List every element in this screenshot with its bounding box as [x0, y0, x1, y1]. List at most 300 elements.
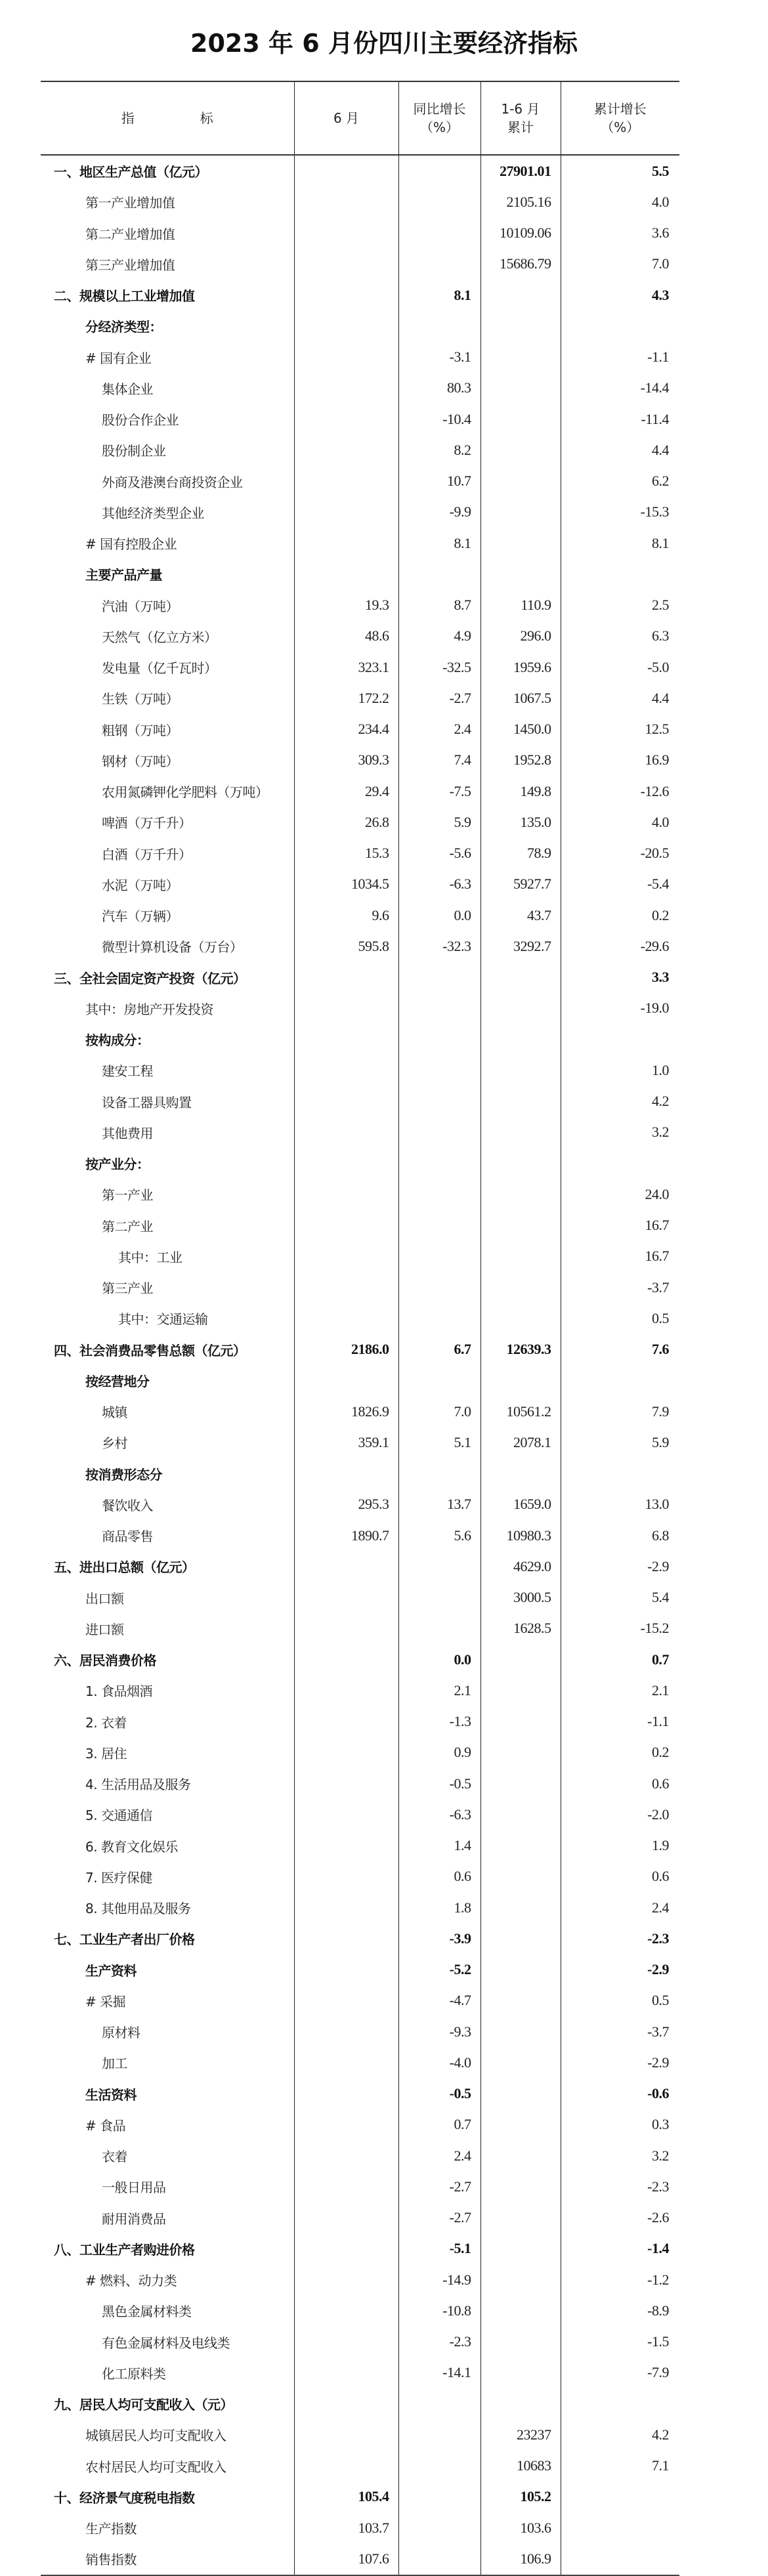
table-row: [41, 2388, 679, 2419]
indicator-label: 建安工程: [102, 1063, 153, 1080]
june-value: 19.3: [294, 590, 398, 621]
cumulative-growth-value: [561, 1148, 679, 1179]
indicator-label: 按经营地分: [85, 1373, 150, 1389]
table-row: [41, 497, 679, 528]
cumulative-value: [480, 2388, 561, 2419]
cumulative-growth-value: -15.3: [561, 497, 679, 528]
yoy-growth-value: -3.1: [398, 342, 480, 373]
yoy-growth-value: 5.6: [398, 1520, 480, 1551]
june-value: [294, 2171, 398, 2202]
yoy-growth-value: [398, 1551, 480, 1582]
june-value: [294, 1148, 398, 1179]
table-row: [41, 2047, 679, 2078]
yoy-growth-value: 8.7: [398, 590, 480, 621]
indicator-label: # 燃料、动力类: [85, 2273, 177, 2289]
indicator-label: 五、进出口总额（亿元）: [54, 1559, 195, 1576]
cumulative-value: [480, 2140, 561, 2171]
june-value: [294, 373, 398, 404]
yoy-growth-value: -2.3: [398, 2327, 480, 2357]
yoy-growth-value: 2.4: [398, 2140, 480, 2171]
cumulative-growth-value: -15.2: [561, 1613, 679, 1644]
yoy-growth-value: -6.3: [398, 869, 480, 900]
yoy-growth-value: 2.4: [398, 714, 480, 745]
june-value: [294, 2264, 398, 2295]
yoy-growth-value: -2.7: [398, 683, 480, 713]
cumulative-growth-value: -2.0: [561, 1799, 679, 1830]
cumulative-growth-value: -3.7: [561, 1272, 679, 1303]
cumulative-growth-value: [561, 2388, 679, 2419]
cumulative-growth-value: -3.7: [561, 2016, 679, 2047]
june-value: 1826.9: [294, 1396, 398, 1427]
economic-indicators-table: [41, 81, 679, 2576]
indicator-label: 其他经济类型企业: [102, 505, 204, 521]
table-row: [41, 434, 679, 465]
table-row: [41, 218, 679, 249]
indicator-label: 第一产业: [102, 1187, 153, 1204]
yoy-growth-value: 6.7: [398, 1334, 480, 1365]
cumulative-value: [480, 1365, 561, 1396]
cumulative-value: [480, 1706, 561, 1737]
cumulative-value: [480, 1892, 561, 1923]
table-row: [41, 1799, 679, 1830]
indicator-label: 一、地区生产总值（亿元）: [54, 164, 207, 180]
table-row: [41, 2171, 679, 2202]
cumulative-value: [480, 2327, 561, 2357]
june-value: [294, 993, 398, 1024]
yoy-growth-value: [398, 2543, 480, 2575]
table-row: [41, 528, 679, 559]
june-value: [294, 1582, 398, 1613]
cumulative-growth-value: -1.4: [561, 2233, 679, 2264]
yoy-growth-value: -10.8: [398, 2295, 480, 2326]
cumulative-growth-value: 2.1: [561, 1675, 679, 1706]
header-cum-line1: 1-6 月: [501, 101, 540, 117]
june-value: [294, 1303, 398, 1334]
yoy-growth-value: [398, 1365, 480, 1396]
yoy-growth-value: -0.5: [398, 1768, 480, 1799]
yoy-growth-value: [398, 1272, 480, 1303]
table-row: [41, 1644, 679, 1675]
table-row: [41, 838, 679, 869]
cumulative-value: 149.8: [480, 776, 561, 807]
yoy-growth-value: [398, 1179, 480, 1210]
cumulative-value: [480, 1799, 561, 1830]
indicator-label: 粗钢（万吨）: [102, 722, 179, 738]
cumulative-growth-value: 16.7: [561, 1241, 679, 1272]
cumulative-growth-value: 7.6: [561, 1334, 679, 1365]
cumulative-growth-value: 6.8: [561, 1520, 679, 1551]
table-row: [41, 2451, 679, 2481]
indicator-label: 销售指数: [85, 2552, 137, 2568]
cumulative-growth-value: 4.2: [561, 1086, 679, 1117]
cumulative-value: [480, 1861, 561, 1892]
yoy-growth-value: 0.9: [398, 1737, 480, 1768]
table-row: [41, 1241, 679, 1272]
header-cumulative: [480, 81, 561, 155]
yoy-growth-value: [398, 962, 480, 993]
indicator-label: 外商及港澳台商投资企业: [102, 474, 243, 490]
cumulative-value: 10109.06: [480, 218, 561, 249]
yoy-growth-value: 0.0: [398, 900, 480, 931]
cumulative-value: 1067.5: [480, 683, 561, 713]
yoy-growth-value: [398, 1055, 480, 1086]
june-value: [294, 1179, 398, 1210]
june-value: [294, 186, 398, 217]
cumulative-value: [480, 1210, 561, 1241]
cumulative-value: 78.9: [480, 838, 561, 869]
yoy-growth-value: [398, 1117, 480, 1148]
header-cumgrowth-line2: （%）: [601, 119, 640, 135]
table-row: [41, 1706, 679, 1737]
table-row: [41, 1613, 679, 1644]
june-value: [294, 218, 398, 249]
indicator-label: 其他费用: [102, 1125, 153, 1141]
header-june: 6 月: [294, 81, 398, 155]
indicator-label: 四、社会消费品零售总额（亿元）: [54, 1342, 246, 1359]
indicator-label: 城镇: [102, 1404, 127, 1421]
cumulative-value: [480, 2109, 561, 2140]
table-row: [41, 1427, 679, 1458]
page-title: 2023 年 6 月份四川主要经济指标: [190, 29, 578, 58]
cumulative-growth-value: -7.9: [561, 2357, 679, 2388]
cumulative-growth-value: 3.2: [561, 1117, 679, 1148]
june-value: [294, 404, 398, 434]
indicator-label: 天然气（亿立方米）: [102, 629, 217, 645]
yoy-growth-value: [398, 2512, 480, 2543]
yoy-growth-value: -2.7: [398, 2171, 480, 2202]
indicator-label: 六、居民消费价格: [54, 1653, 156, 1669]
cumulative-value: [480, 1241, 561, 1272]
table-row: [41, 1489, 679, 1520]
cumulative-value: [480, 1644, 561, 1675]
cumulative-growth-value: 0.6: [561, 1861, 679, 1892]
indicator-label: 一般日用品: [102, 2180, 166, 2196]
table-row: [41, 2079, 679, 2109]
june-value: [294, 528, 398, 559]
indicator-label: 生产指数: [85, 2521, 137, 2537]
cumulative-value: [480, 1272, 561, 1303]
cumulative-value: 1628.5: [480, 1613, 561, 1644]
indicator-label: 主要产品产量: [85, 567, 162, 583]
table-row: [41, 683, 679, 713]
cumulative-growth-value: 7.9: [561, 1396, 679, 1427]
table-row: [41, 2543, 679, 2575]
june-value: 48.6: [294, 621, 398, 652]
indicator-label: 十、经济景气度税电指数: [54, 2489, 195, 2506]
yoy-growth-value: -7.5: [398, 776, 480, 807]
cumulative-value: 27901.01: [480, 155, 561, 186]
table-row: [41, 1892, 679, 1923]
cumulative-value: 1959.6: [480, 652, 561, 683]
june-value: 1034.5: [294, 869, 398, 900]
indicator-label: # 国有控股企业: [85, 536, 177, 553]
cumulative-growth-value: 4.0: [561, 186, 679, 217]
cumulative-value: 1450.0: [480, 714, 561, 745]
table-row: [41, 2327, 679, 2357]
table-row: [41, 1117, 679, 1148]
table-row: [41, 1737, 679, 1768]
table-row: [41, 373, 679, 404]
header-cumgrowth-line1: 累计增长: [593, 101, 647, 117]
table-row: [41, 590, 679, 621]
june-value: 234.4: [294, 714, 398, 745]
cumulative-growth-value: 1.9: [561, 1830, 679, 1861]
cumulative-growth-value: [561, 1024, 679, 1055]
cumulative-value: [480, 373, 561, 404]
cumulative-value: 1952.8: [480, 745, 561, 776]
indicator-label: 第三产业增加值: [85, 257, 175, 273]
june-value: [294, 2357, 398, 2388]
yoy-growth-value: 80.3: [398, 373, 480, 404]
indicator-label: 白酒（万千升）: [102, 846, 192, 862]
table-row: [41, 2264, 679, 2295]
cumulative-growth-value: 8.1: [561, 528, 679, 559]
cumulative-value: 1659.0: [480, 1489, 561, 1520]
june-value: [294, 280, 398, 310]
yoy-growth-value: [398, 993, 480, 1024]
table-row: [41, 2016, 679, 2047]
indicator-label: 商品零售: [102, 1529, 153, 1545]
june-value: 29.4: [294, 776, 398, 807]
indicator-label: 进口额: [85, 1621, 124, 1637]
june-value: [294, 962, 398, 993]
cumulative-value: [480, 1303, 561, 1334]
cumulative-growth-value: 7.1: [561, 2451, 679, 2481]
cumulative-value: [480, 2295, 561, 2326]
june-value: [294, 559, 398, 589]
cumulative-growth-value: 4.2: [561, 2419, 679, 2450]
table-row: [41, 807, 679, 837]
yoy-growth-value: 1.8: [398, 1892, 480, 1923]
june-value: [294, 1675, 398, 1706]
june-value: [294, 310, 398, 341]
cumulative-value: 23237: [480, 2419, 561, 2450]
cumulative-value: [480, 1024, 561, 1055]
table-row: [41, 2481, 679, 2512]
table-row: [41, 900, 679, 931]
table-row: [41, 310, 679, 341]
indicator-label: 衣着: [102, 2149, 127, 2165]
june-value: [294, 1737, 398, 1768]
cumulative-value: [480, 559, 561, 589]
table-row: [41, 2109, 679, 2140]
header-yoy-line2: （%）: [419, 119, 459, 135]
june-value: 15.3: [294, 838, 398, 869]
cumulative-growth-value: 0.2: [561, 900, 679, 931]
june-value: [294, 2233, 398, 2264]
june-value: [294, 1799, 398, 1830]
yoy-growth-value: -4.7: [398, 1985, 480, 2016]
table-body: [41, 155, 679, 2575]
indicator-label: 出口额: [85, 1590, 124, 1607]
yoy-growth-value: [398, 2419, 480, 2450]
cumulative-growth-value: 0.5: [561, 1985, 679, 2016]
june-value: [294, 1706, 398, 1737]
cumulative-growth-value: -2.9: [561, 2047, 679, 2078]
cumulative-value: 12639.3: [480, 1334, 561, 1365]
indicator-label: 7. 医疗保健: [85, 1869, 152, 1886]
cumulative-growth-value: [561, 2512, 679, 2543]
june-value: [294, 2109, 398, 2140]
indicator-label: 三、全社会固定资产投资（亿元）: [54, 970, 246, 986]
table-row: [41, 1520, 679, 1551]
table-row: [41, 2203, 679, 2233]
cumulative-growth-value: -2.3: [561, 1923, 679, 1954]
yoy-growth-value: -1.3: [398, 1706, 480, 1737]
table-row: [41, 1954, 679, 1985]
indicator-label: 2. 衣着: [85, 1714, 127, 1731]
june-value: [294, 1923, 398, 1954]
yoy-growth-value: [398, 155, 480, 186]
cumulative-value: [480, 2264, 561, 2295]
cumulative-value: [480, 2233, 561, 2264]
june-value: [294, 1241, 398, 1272]
table-row: [41, 1551, 679, 1582]
cumulative-value: 10561.2: [480, 1396, 561, 1427]
cumulative-value: 10980.3: [480, 1520, 561, 1551]
cumulative-value: 43.7: [480, 900, 561, 931]
yoy-growth-value: -3.9: [398, 1923, 480, 1954]
table-row: [41, 2512, 679, 2543]
table-row: [41, 249, 679, 280]
yoy-growth-value: 5.1: [398, 1427, 480, 1458]
june-value: [294, 1892, 398, 1923]
cumulative-value: 110.9: [480, 590, 561, 621]
cumulative-value: [480, 1830, 561, 1861]
table-row: [41, 1303, 679, 1334]
june-value: [294, 1551, 398, 1582]
cumulative-growth-value: [561, 2543, 679, 2575]
yoy-growth-value: 8.1: [398, 528, 480, 559]
table-row: [41, 342, 679, 373]
cumulative-growth-value: 5.5: [561, 155, 679, 186]
cumulative-growth-value: 0.3: [561, 2109, 679, 2140]
cumulative-value: [480, 1737, 561, 1768]
yoy-growth-value: [398, 1303, 480, 1334]
yoy-growth-value: [398, 1210, 480, 1241]
cumulative-growth-value: [561, 1365, 679, 1396]
cumulative-value: [480, 962, 561, 993]
table-row: [41, 1272, 679, 1303]
indicator-label: 1. 食品烟酒: [85, 1683, 152, 1700]
table-row: [41, 1086, 679, 1117]
cumulative-value: [480, 2016, 561, 2047]
yoy-growth-value: 8.2: [398, 434, 480, 465]
table-row: [41, 1055, 679, 1086]
cumulative-growth-value: 12.5: [561, 714, 679, 745]
cumulative-growth-value: -0.6: [561, 2079, 679, 2109]
indicator-label: 原材料: [102, 2025, 140, 2041]
june-value: [294, 2047, 398, 2078]
table-row: [41, 931, 679, 961]
table-row: [41, 1768, 679, 1799]
indicator-label: 水泥（万吨）: [102, 877, 179, 893]
yoy-growth-value: [398, 2388, 480, 2419]
june-value: [294, 1985, 398, 2016]
yoy-growth-value: [398, 249, 480, 280]
indicator-label: 按消费形态分: [85, 1466, 162, 1483]
table-row: [41, 2140, 679, 2171]
table-row: [41, 1985, 679, 2016]
indicator-label: 生活资料: [85, 2086, 137, 2103]
cumulative-value: [480, 2079, 561, 2109]
june-value: 9.6: [294, 900, 398, 931]
cumulative-value: 103.6: [480, 2512, 561, 2543]
yoy-growth-value: [398, 1024, 480, 1055]
table-row: [41, 1675, 679, 1706]
june-value: 2186.0: [294, 1334, 398, 1365]
table-row: [41, 155, 679, 186]
table-row: [41, 776, 679, 807]
yoy-growth-value: 2.1: [398, 1675, 480, 1706]
header-yoy-line1: 同比增长: [413, 101, 466, 117]
indicator-label: 第二产业: [102, 1218, 153, 1235]
table-row: [41, 745, 679, 776]
cumulative-value: 10683: [480, 2451, 561, 2481]
june-value: [294, 1272, 398, 1303]
indicator-label: 6. 教育文化娱乐: [85, 1838, 178, 1855]
table-row: [41, 993, 679, 1024]
cumulative-value: [480, 2203, 561, 2233]
table-row: [41, 559, 679, 589]
yoy-growth-value: [398, 559, 480, 589]
june-value: [294, 2295, 398, 2326]
table-row: [41, 962, 679, 993]
yoy-growth-value: 10.7: [398, 466, 480, 497]
table-row: [41, 186, 679, 217]
table-row: [41, 2233, 679, 2264]
indicator-label: 分经济类型：: [85, 319, 162, 335]
june-value: [294, 2140, 398, 2171]
yoy-growth-value: -9.9: [398, 497, 480, 528]
yoy-growth-value: [398, 1241, 480, 1272]
yoy-growth-value: [398, 1582, 480, 1613]
june-value: [294, 2203, 398, 2233]
june-value: [294, 2016, 398, 2047]
cumulative-value: [480, 1458, 561, 1489]
yoy-growth-value: 0.6: [398, 1861, 480, 1892]
cumulative-growth-value: -2.3: [561, 2171, 679, 2202]
cumulative-value: [480, 1985, 561, 2016]
cumulative-growth-value: -2.9: [561, 1954, 679, 1985]
june-value: [294, 2419, 398, 2450]
table-row: [41, 404, 679, 434]
cumulative-value: [480, 528, 561, 559]
cumulative-value: [480, 1179, 561, 1210]
june-value: [294, 1644, 398, 1675]
cumulative-growth-value: 0.6: [561, 1768, 679, 1799]
cumulative-growth-value: 4.3: [561, 280, 679, 310]
cumulative-growth-value: 16.9: [561, 745, 679, 776]
cumulative-growth-value: -5.0: [561, 652, 679, 683]
cumulative-value: 2078.1: [480, 1427, 561, 1458]
cumulative-growth-value: [561, 559, 679, 589]
indicator-label: # 食品: [85, 2117, 126, 2134]
indicator-label: 其中：交通运输: [118, 1311, 208, 1328]
yoy-growth-value: 7.4: [398, 745, 480, 776]
june-value: [294, 2327, 398, 2357]
yoy-growth-value: -14.1: [398, 2357, 480, 2388]
yoy-growth-value: -5.2: [398, 1954, 480, 1985]
june-value: 295.3: [294, 1489, 398, 1520]
cumulative-value: [480, 2171, 561, 2202]
cumulative-growth-value: -14.4: [561, 373, 679, 404]
indicator-label: 汽车（万辆）: [102, 908, 179, 925]
cumulative-growth-value: -2.9: [561, 1551, 679, 1582]
yoy-growth-value: -0.5: [398, 2079, 480, 2109]
cumulative-value: [480, 2357, 561, 2388]
cumulative-value: [480, 1954, 561, 1985]
